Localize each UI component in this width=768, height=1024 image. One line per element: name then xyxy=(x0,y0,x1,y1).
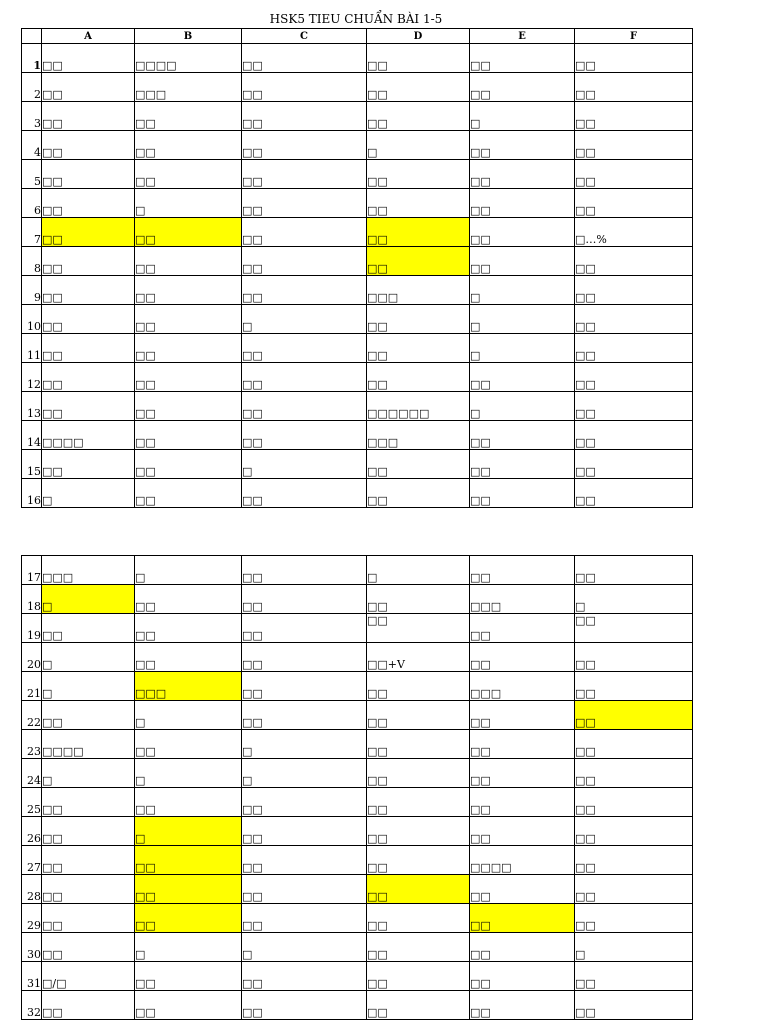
cell-d12[interactable]: □□ xyxy=(367,363,470,392)
cell-e23[interactable]: □□ xyxy=(470,730,575,759)
cell-d10[interactable]: □□ xyxy=(367,305,470,334)
row-number[interactable]: 15 xyxy=(22,450,42,479)
cell-f7[interactable]: □…% xyxy=(575,218,693,247)
cell-f12[interactable]: □□ xyxy=(575,363,693,392)
cell-b6[interactable]: □ xyxy=(135,189,242,218)
column-header-a[interactable]: A xyxy=(42,29,135,44)
cell-b10[interactable]: □□ xyxy=(135,305,242,334)
table-row xyxy=(22,585,693,614)
cell-b24[interactable]: □ xyxy=(135,759,242,788)
table-body-part-1 xyxy=(22,44,693,508)
cell-e24[interactable]: □□ xyxy=(470,759,575,788)
cell-f25[interactable]: □□ xyxy=(575,788,693,817)
cell-c13[interactable]: □□ xyxy=(242,392,367,421)
cell-c6[interactable]: □□ xyxy=(242,189,367,218)
cell-d20[interactable]: □□+V xyxy=(367,643,470,672)
cell-e30[interactable]: □□ xyxy=(470,933,575,962)
cell-c26[interactable]: □□ xyxy=(242,817,367,846)
cell-a6[interactable]: □□ xyxy=(42,189,135,218)
cell-e11[interactable]: □ xyxy=(470,334,575,363)
cell-e3[interactable]: □ xyxy=(470,102,575,131)
cell-b9[interactable]: □□ xyxy=(135,276,242,305)
row-number[interactable]: 31 xyxy=(22,962,42,991)
cell-f24[interactable]: □□ xyxy=(575,759,693,788)
table-row xyxy=(22,962,693,991)
row-number[interactable]: 1 xyxy=(22,44,42,73)
row-number[interactable]: 5 xyxy=(22,160,42,189)
cell-b29[interactable]: □□ xyxy=(135,904,242,933)
row-number[interactable]: 24 xyxy=(22,759,42,788)
cell-d28[interactable]: □□ xyxy=(367,875,470,904)
table-row xyxy=(22,643,693,672)
row-number[interactable]: 30 xyxy=(22,933,42,962)
cell-b2[interactable]: □□□ xyxy=(135,73,242,102)
row-number[interactable]: 27 xyxy=(22,846,42,875)
cell-f22[interactable]: □□ xyxy=(575,701,693,730)
table-row xyxy=(22,44,693,73)
table-row xyxy=(22,160,693,189)
cell-e2[interactable]: □□ xyxy=(470,73,575,102)
table-row xyxy=(22,102,693,131)
cell-e27[interactable]: □□□□ xyxy=(470,846,575,875)
cell-c5[interactable]: □□ xyxy=(242,160,367,189)
cell-e5[interactable]: □□ xyxy=(470,160,575,189)
cell-c23[interactable]: □ xyxy=(242,730,367,759)
table-row xyxy=(22,363,693,392)
cell-a13[interactable]: □□ xyxy=(42,392,135,421)
cell-f11[interactable]: □□ xyxy=(575,334,693,363)
cell-e25[interactable]: □□ xyxy=(470,788,575,817)
table-row xyxy=(22,276,693,305)
column-header-e[interactable]: E xyxy=(470,29,575,44)
row-number[interactable]: 25 xyxy=(22,788,42,817)
cell-d4[interactable]: □ xyxy=(367,131,470,160)
cell-d18[interactable]: □□ xyxy=(367,585,470,614)
cell-f4[interactable]: □□ xyxy=(575,131,693,160)
cell-c12[interactable]: □□ xyxy=(242,363,367,392)
cell-b19[interactable]: □□ xyxy=(135,614,242,643)
cell-a30[interactable]: □□ xyxy=(42,933,135,962)
row-number[interactable]: 23 xyxy=(22,730,42,759)
cell-f9[interactable]: □□ xyxy=(575,276,693,305)
row-number[interactable]: 22 xyxy=(22,701,42,730)
cell-d14[interactable]: □□□ xyxy=(367,421,470,450)
row-number[interactable]: 29 xyxy=(22,904,42,933)
cell-f10[interactable]: □□ xyxy=(575,305,693,334)
cell-f16[interactable]: □□ xyxy=(575,479,693,508)
cell-a12[interactable]: □□ xyxy=(42,363,135,392)
table-row xyxy=(22,904,693,933)
row-number[interactable]: 10 xyxy=(22,305,42,334)
cell-d29[interactable]: □□ xyxy=(367,904,470,933)
cell-a9[interactable]: □□ xyxy=(42,276,135,305)
row-number[interactable]: 11 xyxy=(22,334,42,363)
cell-b1[interactable]: □□□□ xyxy=(135,44,242,73)
cell-c21[interactable]: □□ xyxy=(242,672,367,701)
column-header-d[interactable]: D xyxy=(367,29,470,44)
table-row xyxy=(22,730,693,759)
cell-c25[interactable]: □□ xyxy=(242,788,367,817)
cell-d24[interactable]: □□ xyxy=(367,759,470,788)
cell-c8[interactable]: □□ xyxy=(242,247,367,276)
cell-d21[interactable]: □□ xyxy=(367,672,470,701)
row-number[interactable]: 16 xyxy=(22,479,42,508)
table-row xyxy=(22,479,693,508)
cell-c2[interactable]: □□ xyxy=(242,73,367,102)
cell-c19[interactable]: □□ xyxy=(242,614,367,643)
cell-f13[interactable]: □□ xyxy=(575,392,693,421)
cell-d16[interactable]: □□ xyxy=(367,479,470,508)
row-number[interactable]: 9 xyxy=(22,276,42,305)
cell-a10[interactable]: □□ xyxy=(42,305,135,334)
cell-a20[interactable]: □ xyxy=(42,643,135,672)
row-number[interactable]: 14 xyxy=(22,421,42,450)
cell-d25[interactable]: □□ xyxy=(367,788,470,817)
cell-b27[interactable]: □□ xyxy=(135,846,242,875)
cell-e26[interactable]: □□ xyxy=(470,817,575,846)
cell-e1[interactable]: □□ xyxy=(470,44,575,73)
cell-e6[interactable]: □□ xyxy=(470,189,575,218)
cell-a17[interactable]: □□□ xyxy=(42,556,135,585)
cell-b23[interactable]: □□ xyxy=(135,730,242,759)
cell-a14[interactable]: □□□□ xyxy=(42,421,135,450)
row-number[interactable]: 20 xyxy=(22,643,42,672)
cell-d22[interactable]: □□ xyxy=(367,701,470,730)
cell-d9[interactable]: □□□ xyxy=(367,276,470,305)
cell-d17[interactable]: □ xyxy=(367,556,470,585)
vocab-table-part-2 xyxy=(21,555,693,1020)
cell-a27[interactable]: □□ xyxy=(42,846,135,875)
cell-b17[interactable]: □ xyxy=(135,556,242,585)
table-row xyxy=(22,614,693,643)
cell-a16[interactable]: □ xyxy=(42,479,135,508)
cell-b8[interactable]: □□ xyxy=(135,247,242,276)
cell-c18[interactable]: □□ xyxy=(242,585,367,614)
cell-d8[interactable]: □□ xyxy=(367,247,470,276)
cell-e12[interactable]: □□ xyxy=(470,363,575,392)
cell-c24[interactable]: □ xyxy=(242,759,367,788)
corner-cell xyxy=(22,29,42,44)
cell-a23[interactable]: □□□□ xyxy=(42,730,135,759)
cell-d15[interactable]: □□ xyxy=(367,450,470,479)
vocab-table-part-1 xyxy=(21,28,693,508)
cell-e19[interactable]: □□ xyxy=(470,614,575,643)
cell-f31[interactable]: □□ xyxy=(575,962,693,991)
cell-b3[interactable]: □□ xyxy=(135,102,242,131)
cell-d27[interactable]: □□ xyxy=(367,846,470,875)
cell-f27[interactable]: □□ xyxy=(575,846,693,875)
cell-a21[interactable]: □ xyxy=(42,672,135,701)
cell-e16[interactable]: □□ xyxy=(470,479,575,508)
cell-a2[interactable]: □□ xyxy=(42,73,135,102)
cell-b15[interactable]: □□ xyxy=(135,450,242,479)
cell-c31[interactable]: □□ xyxy=(242,962,367,991)
column-header-f[interactable]: F xyxy=(575,29,693,44)
cell-f14[interactable]: □□ xyxy=(575,421,693,450)
row-number[interactable]: 4 xyxy=(22,131,42,160)
row-number[interactable]: 8 xyxy=(22,247,42,276)
table-row xyxy=(22,247,693,276)
cell-c4[interactable]: □□ xyxy=(242,131,367,160)
cell-a24[interactable]: □ xyxy=(42,759,135,788)
cell-b22[interactable]: □ xyxy=(135,701,242,730)
table-row xyxy=(22,817,693,846)
cell-e18[interactable]: □□□ xyxy=(470,585,575,614)
cell-c27[interactable]: □□ xyxy=(242,846,367,875)
cell-c16[interactable]: □□ xyxy=(242,479,367,508)
cell-a28[interactable]: □□ xyxy=(42,875,135,904)
cell-d7[interactable]: □□ xyxy=(367,218,470,247)
cell-d3[interactable]: □□ xyxy=(367,102,470,131)
row-number[interactable]: 2 xyxy=(22,73,42,102)
cell-d30[interactable]: □□ xyxy=(367,933,470,962)
cell-a25[interactable]: □□ xyxy=(42,788,135,817)
table-row xyxy=(22,556,693,585)
cell-e32[interactable]: □□ xyxy=(470,991,575,1020)
table-row xyxy=(22,131,693,160)
cell-f5[interactable]: □□ xyxy=(575,160,693,189)
cell-e17[interactable]: □□ xyxy=(470,556,575,585)
table-row xyxy=(22,672,693,701)
table-row xyxy=(22,392,693,421)
cell-d5[interactable]: □□ xyxy=(367,160,470,189)
cell-a8[interactable]: □□ xyxy=(42,247,135,276)
cell-c14[interactable]: □□ xyxy=(242,421,367,450)
cell-e13[interactable]: □ xyxy=(470,392,575,421)
cell-f8[interactable]: □□ xyxy=(575,247,693,276)
cell-b7[interactable]: □□ xyxy=(135,218,242,247)
cell-b13[interactable]: □□ xyxy=(135,392,242,421)
cell-a4[interactable]: □□ xyxy=(42,131,135,160)
cell-b28[interactable]: □□ xyxy=(135,875,242,904)
row-number[interactable]: 21 xyxy=(22,672,42,701)
cell-c15[interactable]: □ xyxy=(242,450,367,479)
table-row xyxy=(22,991,693,1020)
sheet-title: HSK5 TIEU CHUẨN BÀI 1-5 xyxy=(269,12,443,26)
cell-b16[interactable]: □□ xyxy=(135,479,242,508)
row-number[interactable]: 17 xyxy=(22,556,42,585)
cell-a1[interactable]: □□ xyxy=(42,44,135,73)
row-number[interactable]: 13 xyxy=(22,392,42,421)
cell-a19[interactable]: □□ xyxy=(42,614,135,643)
cell-d26[interactable]: □□ xyxy=(367,817,470,846)
cell-c9[interactable]: □□ xyxy=(242,276,367,305)
table-row xyxy=(22,875,693,904)
cell-a3[interactable]: □□ xyxy=(42,102,135,131)
cell-f1[interactable]: □□ xyxy=(575,44,693,73)
cell-a18[interactable]: □ xyxy=(42,585,135,614)
cell-b4[interactable]: □□ xyxy=(135,131,242,160)
cell-b32[interactable]: □□ xyxy=(135,991,242,1020)
table-row xyxy=(22,701,693,730)
cell-e31[interactable]: □□ xyxy=(470,962,575,991)
cell-a31[interactable]: □/□ xyxy=(42,962,135,991)
cell-b25[interactable]: □□ xyxy=(135,788,242,817)
cell-a5[interactable]: □□ xyxy=(42,160,135,189)
cell-d31[interactable]: □□ xyxy=(367,962,470,991)
row-number[interactable]: 7 xyxy=(22,218,42,247)
table-row xyxy=(22,305,693,334)
cell-e29[interactable]: □□ xyxy=(470,904,575,933)
cell-c29[interactable]: □□ xyxy=(242,904,367,933)
cell-b12[interactable]: □□ xyxy=(135,363,242,392)
cell-f3[interactable]: □□ xyxy=(575,102,693,131)
table-row xyxy=(22,788,693,817)
table-body-part-2 xyxy=(22,556,693,1020)
row-number[interactable]: 19 xyxy=(22,614,42,643)
cell-a7[interactable]: □□ xyxy=(42,218,135,247)
cell-f23[interactable]: □□ xyxy=(575,730,693,759)
table-row xyxy=(22,218,693,247)
table-row xyxy=(22,846,693,875)
cell-e20[interactable]: □□ xyxy=(470,643,575,672)
cell-e9[interactable]: □ xyxy=(470,276,575,305)
table-row xyxy=(22,334,693,363)
cell-b14[interactable]: □□ xyxy=(135,421,242,450)
cell-f28[interactable]: □□ xyxy=(575,875,693,904)
cell-b31[interactable]: □□ xyxy=(135,962,242,991)
column-header-row xyxy=(22,29,693,44)
cell-c17[interactable]: □□ xyxy=(242,556,367,585)
cell-f17[interactable]: □□ xyxy=(575,556,693,585)
row-number[interactable]: 32 xyxy=(22,991,42,1020)
cell-d2[interactable]: □□ xyxy=(367,73,470,102)
cell-d23[interactable]: □□ xyxy=(367,730,470,759)
cell-d6[interactable]: □□ xyxy=(367,189,470,218)
table-row xyxy=(22,933,693,962)
cell-e14[interactable]: □□ xyxy=(470,421,575,450)
cell-d32[interactable]: □□ xyxy=(367,991,470,1020)
table-row xyxy=(22,450,693,479)
table-row xyxy=(22,189,693,218)
cell-f26[interactable]: □□ xyxy=(575,817,693,846)
cell-b21[interactable]: □□□ xyxy=(135,672,242,701)
cell-a15[interactable]: □□ xyxy=(42,450,135,479)
cell-b18[interactable]: □□ xyxy=(135,585,242,614)
cell-b26[interactable]: □ xyxy=(135,817,242,846)
cell-d19[interactable]: □□ xyxy=(367,614,470,643)
cell-c32[interactable]: □□ xyxy=(242,991,367,1020)
table-row xyxy=(22,759,693,788)
cell-b5[interactable]: □□ xyxy=(135,160,242,189)
cell-f2[interactable]: □□ xyxy=(575,73,693,102)
cell-c28[interactable]: □□ xyxy=(242,875,367,904)
cell-f32[interactable]: □□ xyxy=(575,991,693,1020)
cell-c3[interactable]: □□ xyxy=(242,102,367,131)
cell-f29[interactable]: □□ xyxy=(575,904,693,933)
cell-a22[interactable]: □□ xyxy=(42,701,135,730)
cell-b11[interactable]: □□ xyxy=(135,334,242,363)
cell-c7[interactable]: □□ xyxy=(242,218,367,247)
cell-c22[interactable]: □□ xyxy=(242,701,367,730)
table-row xyxy=(22,73,693,102)
cell-f6[interactable]: □□ xyxy=(575,189,693,218)
cell-f15[interactable]: □□ xyxy=(575,450,693,479)
cell-c1[interactable]: □□ xyxy=(242,44,367,73)
cell-c30[interactable]: □ xyxy=(242,933,367,962)
cell-f19[interactable]: □□ xyxy=(575,614,693,643)
row-number[interactable]: 28 xyxy=(22,875,42,904)
cell-b30[interactable]: □ xyxy=(135,933,242,962)
cell-e10[interactable]: □ xyxy=(470,305,575,334)
row-number[interactable]: 26 xyxy=(22,817,42,846)
row-number[interactable]: 3 xyxy=(22,102,42,131)
cell-e21[interactable]: □□□ xyxy=(470,672,575,701)
cell-d11[interactable]: □□ xyxy=(367,334,470,363)
row-number[interactable]: 6 xyxy=(22,189,42,218)
cell-a32[interactable]: □□ xyxy=(42,991,135,1020)
cell-f30[interactable]: □ xyxy=(575,933,693,962)
cell-e8[interactable]: □□ xyxy=(470,247,575,276)
cell-d13[interactable]: □□□□□□ xyxy=(367,392,470,421)
table-row xyxy=(22,421,693,450)
row-number[interactable]: 18 xyxy=(22,585,42,614)
cell-e22[interactable]: □□ xyxy=(470,701,575,730)
cell-e28[interactable]: □□ xyxy=(470,875,575,904)
cell-c20[interactable]: □□ xyxy=(242,643,367,672)
cell-f20[interactable]: □□ xyxy=(575,643,693,672)
cell-a26[interactable]: □□ xyxy=(42,817,135,846)
cell-f18[interactable]: □ xyxy=(575,585,693,614)
cell-d1[interactable]: □□ xyxy=(367,44,470,73)
cell-b20[interactable]: □□ xyxy=(135,643,242,672)
cell-c11[interactable]: □□ xyxy=(242,334,367,363)
cell-f21[interactable]: □□ xyxy=(575,672,693,701)
row-number[interactable]: 12 xyxy=(22,363,42,392)
column-header-c[interactable]: C xyxy=(242,29,367,44)
cell-e15[interactable]: □□ xyxy=(470,450,575,479)
cell-a29[interactable]: □□ xyxy=(42,904,135,933)
cell-e4[interactable]: □□ xyxy=(470,131,575,160)
column-header-b[interactable]: B xyxy=(135,29,242,44)
cell-e7[interactable]: □□ xyxy=(470,218,575,247)
cell-a11[interactable]: □□ xyxy=(42,334,135,363)
cell-c10[interactable]: □ xyxy=(242,305,367,334)
